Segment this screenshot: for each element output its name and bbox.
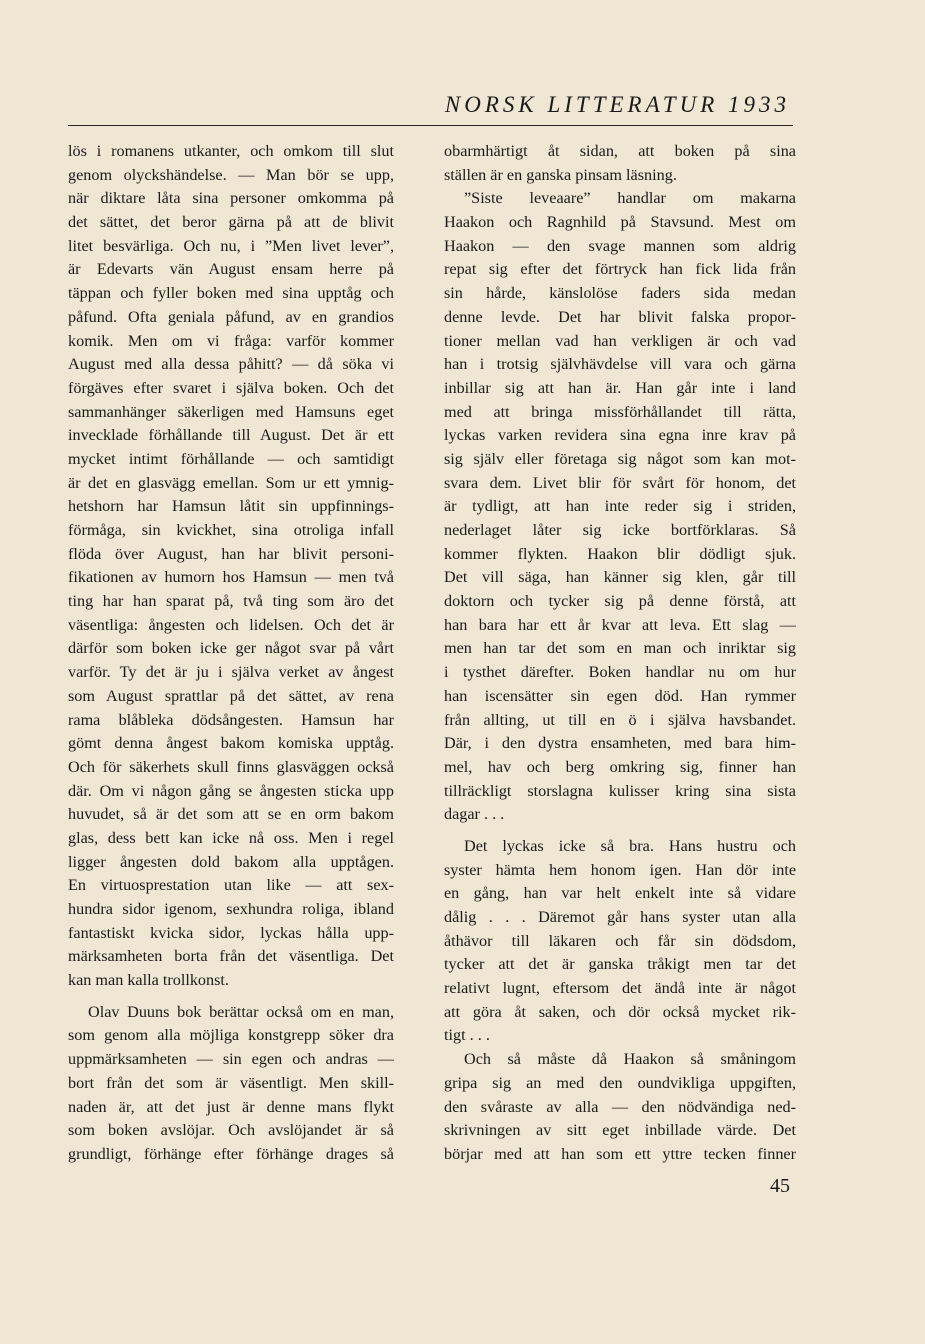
text-line: ställen är en ganska pinsam läsning.	[444, 165, 677, 184]
text-line: huvudet, så är det som att se en orm bakom	[68, 805, 394, 824]
text-line: flöda över August, han har blivit personi-	[68, 544, 394, 563]
text-line: som genom alla möjliga konstgrepp söker dra	[68, 1026, 394, 1045]
text-line: hetshorn har Hamsun låtit sin uppfinnings-	[68, 497, 394, 516]
right-text-column	[444, 140, 796, 1167]
text-line: är tydligt, att han inte reder sig i striden,	[444, 497, 796, 516]
text-line: Och för säkerhets skull finns glasväggen också	[68, 757, 394, 776]
text-line: genom olyckshändelse. — Man bör se upp,	[68, 165, 394, 184]
text-line: täppan och fyller boken med sina upptåg och	[68, 284, 394, 303]
text-line: med att bringa missförhållandet till rätta,	[444, 402, 796, 421]
text-line: märksamheten borta från det väsentliga. Det	[68, 947, 394, 966]
text-line: August med alla dessa påhitt? — då söka vi	[68, 355, 394, 374]
text-line: doktorn och tycker sig på denne förstå, att	[444, 592, 796, 611]
text-line: väsentliga: ångesten och lidelsen. Och det är	[68, 615, 394, 634]
text-line: litet besvärliga. Och nu, i ”Men livet lever”,	[68, 236, 394, 255]
text-line: han i trotsig självhävdelse vill vara och gärna	[444, 355, 796, 374]
text-line: där. Om vi någon gång se ångesten sticka upp	[68, 781, 394, 800]
text-line: Olav Duuns bok berättar också om en man,	[88, 1002, 394, 1021]
text-line: syster hämta hem honom igen. Han dör inte	[444, 860, 796, 879]
text-line: kommer flykten. Haakon blir dödligt sjuk.	[444, 544, 796, 563]
text-line: fantastiskt kvicka sidor, lyckas hålla upp-	[68, 923, 394, 942]
text-line: därför som boken icke ger något svar på vårt	[68, 639, 394, 658]
text-line: i tysthet därefter. Boken handlar nu om hur	[444, 663, 796, 682]
text-line: varför. Ty det är ju i själva verket av ångest	[68, 663, 394, 682]
text-line: rama blåbleka dödsångesten. Hamsun har	[68, 710, 394, 729]
text-line: skrivningen av sitt eget inbillade värde. Det	[444, 1121, 796, 1140]
text-line: ting har han sparat på, två ting som äro det	[68, 592, 394, 611]
text-line: relativt lugnt, eftersom det ändå inte är något	[444, 979, 796, 998]
text-line: En virtuosprestation utan like — att sex-	[68, 876, 394, 895]
text-line: en gång, han var helt enkelt inte så vidare	[444, 884, 796, 903]
text-line: obarmhärtigt åt sidan, att boken på sina	[444, 142, 796, 160]
text-line: förgäves efter svaret i själva boken. Och det	[68, 378, 394, 397]
text-line: komik. Men om vi fråga: varför kommer	[68, 331, 394, 350]
text-line: kan man kalla trollkonst.	[68, 971, 229, 990]
text-line: gripa sig an med den oundvikliga uppgiften,	[444, 1073, 796, 1092]
text-line: det sättet, det beror gärna på att de blivit	[68, 213, 394, 232]
text-line: inbillar sig att han är. Han går inte i land	[444, 378, 796, 397]
text-line: fikationen av humorn hos Hamsun — men två	[68, 568, 394, 587]
text-line: Det vill säga, han känner sig klen, går till	[444, 568, 796, 587]
text-line: uppmärksamheten — sin egen och andras —	[68, 1050, 394, 1069]
text-line: naden är, att det just är denne mans flykt	[68, 1097, 394, 1116]
text-line: lyckas varken revidera sina egna inre krav på	[444, 426, 796, 445]
text-line: tigt . . .	[444, 1026, 490, 1045]
text-line: sammanhänger säkerligen med Hamsuns eget	[68, 402, 394, 421]
text-line: från allting, ut till en ö i själva havsbandet.	[444, 710, 796, 729]
text-line: han bara har ett år kvar att leva. Ett slag —	[444, 615, 796, 634]
text-line: åthävor till läkaren och får sin dödsdom,	[444, 931, 796, 950]
running-header: NORSK LITTERATUR 1933	[444, 92, 790, 117]
text-line: att göra åt saken, och dör också mycket rik-	[444, 1002, 796, 1021]
text-line: dagar . . .	[444, 805, 505, 824]
text-line: ligger ångesten dold bakom alla upptågen.	[68, 852, 394, 871]
text-line: nederlaget låter sig icke bortförklaras. Så	[444, 521, 796, 539]
text-line: han iscensätter sin egen död. Han rymmer	[444, 686, 796, 705]
text-line: Där, i den dystra ensamheten, med bara him-	[444, 734, 796, 753]
text-line: bort från det som är väsentligt. Men skill-	[68, 1073, 394, 1092]
paragraph-gap	[444, 827, 796, 835]
text-line: som boken avslöjar. Och avslöjandet är så	[68, 1121, 394, 1140]
text-line: gömt denna ångest bakom komiska upptåg.	[68, 734, 394, 753]
text-line: den svåraste av alla — den nödvändiga ned-	[444, 1097, 796, 1116]
text-line: börjar med att han som ett yttre tecken finner	[444, 1144, 796, 1163]
text-line: sig själv eller företaga sig något som kan mot-	[444, 449, 796, 468]
text-line: mycket intimt förhållande — och samtidigt	[68, 449, 394, 468]
text-line: som August sprattlar på det sättet, av rena	[68, 686, 394, 705]
paragraph-gap	[68, 993, 394, 1001]
left-text-column	[68, 140, 394, 1167]
text-line: är det en glasvägg emellan. Som ur ett ymnig-	[68, 473, 394, 492]
text-line: sin hårde, känslolöse faders sida medan	[444, 284, 796, 303]
text-line: när diktare låta sina personer omkomma på	[68, 189, 394, 208]
text-line: dålig . . . Däremot går hans syster utan alla	[444, 908, 796, 926]
text-line: tillräckligt storslagna kulisser kring sina sista	[444, 781, 796, 800]
text-line: lös i romanens utkanter, och omkom till slut	[68, 142, 394, 160]
text-line: tioner mellan vad han verkligen är och vad	[444, 331, 796, 350]
header-rule	[68, 125, 793, 126]
text-line: tycker att det är ganska tråkigt men tar det	[444, 955, 796, 974]
text-line: påfund. Ofta geniala påfund, av en grandios	[68, 307, 394, 326]
text-line: Haakon — den svage mannen som aldrig	[444, 236, 796, 255]
text-line: hundra sidor igenom, sexhundra roliga, ibland	[68, 900, 394, 918]
text-line: invecklade förhållande till August. Det är ett	[68, 426, 394, 445]
text-line: svara dem. Livet blir för svårt för honom, det	[444, 473, 796, 492]
text-line: förmåga, sin kvickhet, sina otroliga infall	[68, 521, 394, 539]
text-line: denne levde. Det har blivit falska propor-	[444, 307, 796, 326]
text-line: mel, hav och berg omkring sig, finner han	[444, 757, 796, 776]
text-line: men han tar det som en man och inriktar sig	[444, 639, 796, 658]
text-line: Haakon och Ragnhild på Stavsund. Mest om	[444, 213, 796, 232]
text-line: Det lyckas icke så bra. Hans hustru och	[464, 836, 796, 855]
text-line: repat sig efter det förtryck han fick lida från	[444, 260, 796, 279]
text-line: grundligt, förhänge efter förhänge drages så	[68, 1144, 394, 1163]
text-line: glas, dess bett kan icke nå oss. Men i regel	[68, 828, 394, 847]
text-line: ”Siste leveaare” handlar om makarna	[464, 189, 796, 208]
text-line: är Edevarts vän August ensam herre på	[68, 260, 394, 279]
text-line: Och så måste då Haakon så småningom	[464, 1050, 796, 1069]
page-number: 45	[770, 1175, 790, 1197]
